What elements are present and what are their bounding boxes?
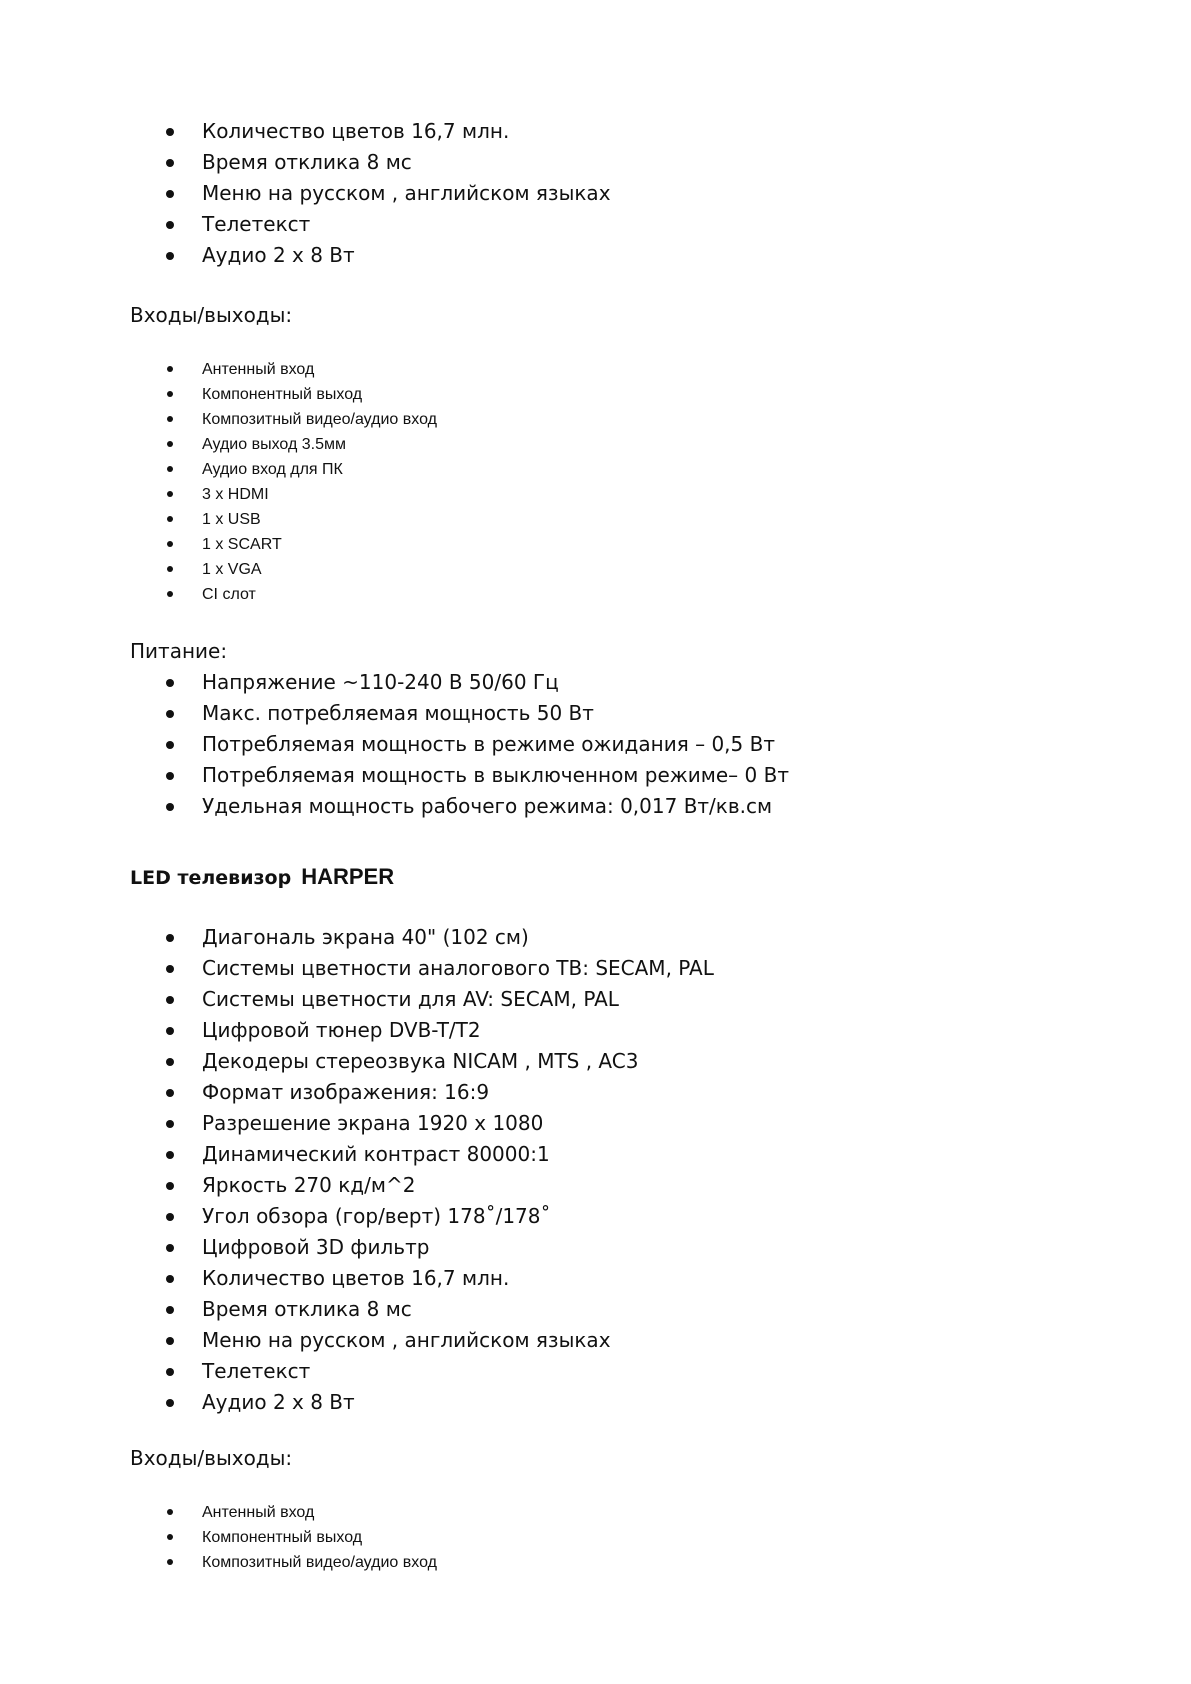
bullet-icon [167,366,173,372]
section-title [130,864,394,890]
brand-name: HARPER [301,864,395,889]
bullet-icon [166,1120,174,1128]
list-item: Разрешение экрана 1920 х 1080 [0,1108,1191,1139]
list-item: 1 x SCART [0,532,1191,557]
bullet-icon [167,466,173,472]
bullet-icon [166,1306,174,1314]
bullet-icon [166,1244,174,1252]
features-list-2 [0,922,1191,1418]
bullet-icon [166,1058,174,1066]
power-heading: Питание: [130,639,228,663]
list-item: Количество цветов 16,7 млн. [0,1263,1191,1294]
bullet-icon [166,1275,174,1283]
list-item: Композитный видео/аудио вход [0,407,1191,432]
bullet-icon [166,1089,174,1097]
list-item: Удельная мощность рабочего режима: 0,017 Вт/кв.см [0,791,1191,822]
bullet-icon [166,190,174,198]
bullet-icon [167,1534,173,1540]
bullet-icon [166,1027,174,1035]
io-heading-2: Входы/выходы: [130,1446,293,1470]
list-item: Цифровой тюнер DVB-T/T2 [0,1015,1191,1046]
bullet-icon [166,1151,174,1159]
list-item: CI слот [0,582,1191,607]
list-item: Аудио вход для ПК [0,457,1191,482]
bullet-icon [166,159,174,167]
title-prefix: LED телевизор [130,867,292,889]
io-heading-1: Входы/выходы: [130,303,293,327]
features-list-1 [0,116,1191,271]
bullet-icon [167,1509,173,1515]
bullet-icon [166,1182,174,1190]
bullet-icon [167,441,173,447]
bullet-icon [166,221,174,229]
list-item: Яркость 270 кд/м^2 [0,1170,1191,1201]
bullet-icon [167,491,173,497]
bullet-icon [166,965,174,973]
list-item: Макс. потребляемая мощность 50 Вт [0,698,1191,729]
bullet-icon [167,416,173,422]
bullet-icon [166,803,174,811]
list-item: Системы цветности для AV: SECAM, PAL [0,984,1191,1015]
bullet-icon [166,1337,174,1345]
bullet-icon [166,934,174,942]
bullet-icon [166,679,174,687]
list-item: Количество цветов 16,7 млн. [0,116,1191,147]
list-item: Аудио 2 х 8 Вт [0,240,1191,271]
list-item: Потребляемая мощность в режиме ожидания – 0,5 Вт [0,729,1191,760]
bullet-icon [166,741,174,749]
list-item: Формат изображения: 16:9 [0,1077,1191,1108]
list-item: Напряжение ~110-240 В 50/60 Гц [0,667,1191,698]
list-item: Аудио выход 3.5мм [0,432,1191,457]
list-item: Антенный вход [0,1500,1191,1525]
io-list-1 [0,357,1191,607]
bullet-icon [166,1399,174,1407]
list-item: Меню на русском , английском языках [0,178,1191,209]
list-item: Телетекст [0,209,1191,240]
list-item: Меню на русском , английском языках [0,1325,1191,1356]
bullet-icon [166,128,174,136]
list-item: Время отклика 8 мс [0,147,1191,178]
list-item: Цифровой 3D фильтр [0,1232,1191,1263]
bullet-icon [166,1213,174,1221]
bullet-icon [166,1368,174,1376]
list-item: Телетекст [0,1356,1191,1387]
list-item: Системы цветности аналогового ТВ: SECAM, PAL [0,953,1191,984]
list-item: Антенный вход [0,357,1191,382]
list-item: Динамический контраст 80000:1 [0,1139,1191,1170]
bullet-icon [167,566,173,572]
list-item: Компонентный выход [0,382,1191,407]
list-item: Компонентный выход [0,1525,1191,1550]
list-item: Потребляемая мощность в выключенном режиме– 0 Вт [0,760,1191,791]
io-list-2 [0,1500,1191,1575]
list-item: Диагональ экрана 40" (102 см) [0,922,1191,953]
list-item: Аудио 2 х 8 Вт [0,1387,1191,1418]
list-item: 1 x VGA [0,557,1191,582]
bullet-icon [166,710,174,718]
list-item: Время отклика 8 мс [0,1294,1191,1325]
list-item: Композитный видео/аудио вход [0,1550,1191,1575]
list-item: 3 x HDMI [0,482,1191,507]
bullet-icon [167,591,173,597]
power-list [0,667,1191,822]
bullet-icon [167,516,173,522]
bullet-icon [167,391,173,397]
bullet-icon [166,996,174,1004]
bullet-icon [166,252,174,260]
bullet-icon [167,1559,173,1565]
list-item: Декодеры стереозвука NICAM , MTS , AC3 [0,1046,1191,1077]
list-item: Угол обзора (гор/верт) 178˚/178˚ [0,1201,1191,1232]
bullet-icon [167,541,173,547]
list-item: 1 x USB [0,507,1191,532]
bullet-icon [166,772,174,780]
